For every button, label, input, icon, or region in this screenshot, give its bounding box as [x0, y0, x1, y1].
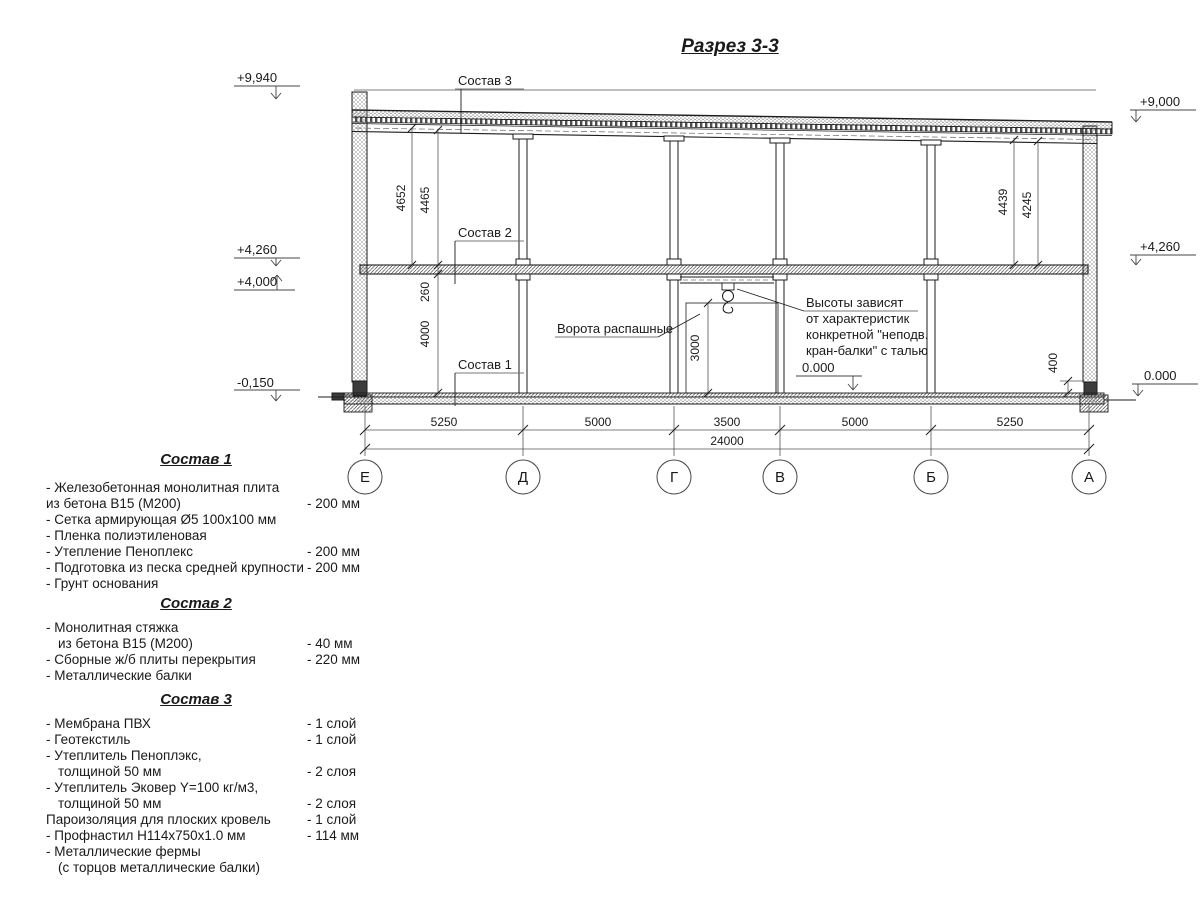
dim-chain-0: 5250 — [430, 415, 458, 429]
list-item: - Утепление Пеноплекс - 200 мм — [46, 544, 361, 559]
elev-left-mid-upper: +4,260 — [237, 242, 278, 257]
list-item: - Геотекстиль - 1 слой — [46, 732, 357, 747]
crane-note-line1: Высоты зависят — [806, 295, 904, 310]
axis-bubbles — [348, 460, 1106, 494]
elev-left-mid-lower: +4,000 — [237, 274, 278, 289]
callout-sostav3: Состав 3 — [458, 73, 512, 88]
left-wall — [352, 92, 367, 396]
list-item: - Грунт основания — [46, 576, 159, 591]
crane-note-line3: конкретной "неподв. — [806, 327, 929, 342]
right-wall — [1083, 126, 1097, 395]
crane-hook-icon — [722, 283, 734, 313]
crane-note-line4: кран-балки" с талью — [806, 343, 929, 358]
right-footing — [1080, 395, 1136, 412]
list-item: - Железобетонная монолитная плита из бетона В15 (М200) - 200 мм — [46, 480, 361, 511]
composition3-title: Состав 3 — [160, 691, 232, 708]
dim-400: 400 — [1046, 352, 1060, 374]
axis-label-g: Г — [669, 469, 679, 486]
composition-list-2 — [46, 596, 386, 684]
list-item: - Сетка армирующая Ø5 100х100 мм — [46, 512, 277, 527]
dim-4439: 4439 — [996, 188, 1010, 216]
dim-chain-3: 5000 — [841, 415, 869, 429]
axis-label-a: А — [1083, 469, 1095, 486]
list-item: - Мембрана ПВХ - 1 слой — [46, 716, 357, 731]
callout-gate: Ворота распашные — [557, 321, 674, 336]
dim-chain-1: 5000 — [584, 415, 612, 429]
list-item: - Металлические балки — [46, 668, 192, 683]
crane-note-line2: от характеристик — [806, 311, 910, 326]
elev-left-top: +9,940 — [237, 70, 278, 85]
axis-label-e: Е — [359, 469, 371, 486]
composition-list-3 — [46, 692, 386, 876]
dim-chain-2: 3500 — [713, 415, 741, 429]
list-item: Пароизоляция для плоских кровель - 1 слой — [46, 812, 357, 827]
elev-interior-floor: 0.000 — [802, 360, 835, 375]
list-item: - Профнастил Н114х750х1.0 мм - 114 мм — [46, 828, 360, 843]
composition2-title: Состав 2 — [160, 595, 232, 612]
left-footing — [318, 393, 372, 412]
axis-label-v: В — [774, 469, 786, 486]
elev-left-bottom: -0,150 — [237, 375, 274, 390]
elev-right-bottom: 0.000 — [1144, 368, 1177, 383]
callout-sostav2: Состав 2 — [458, 225, 512, 240]
composition-list-1 — [46, 452, 386, 592]
dim-chain-4: 5250 — [996, 415, 1024, 429]
dim-total: 24000 — [710, 434, 744, 448]
dim-3000: 3000 — [688, 334, 702, 362]
composition1-title: Состав 1 — [160, 451, 232, 468]
crane-beam — [680, 277, 774, 283]
elev-right-top: +9,000 — [1140, 94, 1181, 109]
dim-4652: 4652 — [394, 184, 408, 212]
list-item: - Пленка полиэтиленовая — [46, 528, 207, 543]
callout-sostav1: Состав 1 — [458, 357, 512, 372]
list-item: - Металлические фермы (с торцов металлические балки) — [46, 844, 260, 875]
roof-structure — [352, 110, 1112, 144]
list-item: - Утеплитель Пеноплэкс, толщиной 50 мм - 2 слоя — [46, 748, 357, 779]
dim-4245: 4245 — [1020, 191, 1034, 219]
dim-4465: 4465 — [418, 186, 432, 214]
floor-slab — [360, 265, 1088, 274]
axis-label-b: Б — [926, 469, 936, 486]
elev-right-mid: +4,260 — [1140, 239, 1181, 254]
bottom-dimension-chain — [360, 406, 1094, 456]
list-item: - Утеплитель Эковер Y=100 кг/м3, толщиной 50 мм - 2 слоя — [46, 780, 357, 811]
axis-label-d: Д — [517, 469, 529, 486]
list-item: - Монолитная стяжка из бетона В15 (М200) - 40 мм — [46, 620, 353, 651]
drawing-title: Разрез 3-3 — [681, 36, 779, 57]
list-item: - Подготовка из песка средней крупности - 200 мм — [46, 560, 361, 575]
dim-4000: 4000 — [418, 320, 432, 348]
dim-260: 260 — [418, 281, 432, 303]
list-item: - Сборные ж/б плиты перекрытия - 220 мм — [46, 652, 361, 667]
ground-slab — [344, 393, 1104, 404]
